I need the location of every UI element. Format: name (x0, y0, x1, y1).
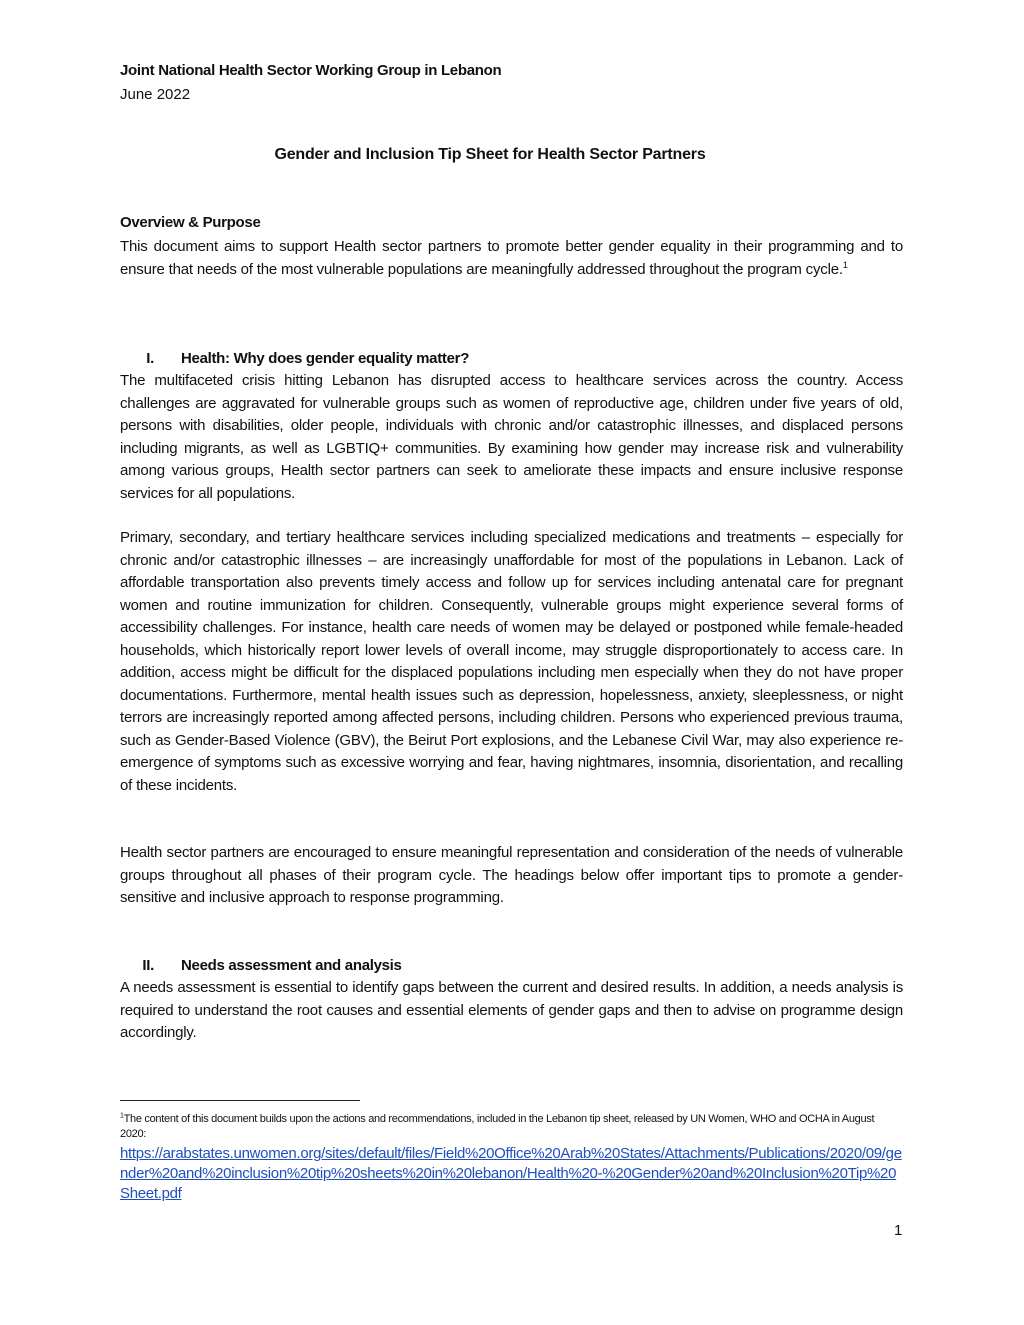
footnote-text: The content of this document builds upon the actions and recommendations, included in the Lebanon tip sheet, released by UN Women, WHO and OCHA in August 2020: (120, 1113, 875, 1140)
organization-name: Joint National Health Sector Working Group in Lebanon (120, 62, 502, 79)
section-1-paragraph-2: Primary, secondary, and tertiary healthcare services including specialized medications and treatments – especially for chronic and/or catastrophic illnesses – are increasingly unaffordable for most of the populations in Lebanon. Lack of affordable transportation also prevents timely access and follow up for services including antenatal care for pregnant women and routine immunization for children. Consequently, vulnerable groups might experience several forms of accessibility challenges. For instance, health care needs of women may be delayed or postponed while female-headed households, which historically report lower levels of overall income, may struggle disproportionately to access care. In addition, access might be difficult for the displaced populations including men especially when they do not have proper documentations. Furthermore, mental health issues such as depression, hopelessness, anxiety, sleeplessness, or night terrors are increasingly reported among affected persons, including children. Persons who experienced previous trauma, such as Gender-Based Violence (GBV), the Beirut Port explosions, and the Lebanese Civil War, may also experience re-emergence of symptoms such as excessive worrying and fear, having nightmares, insomnia, disorientation, and recalling of these incidents. (120, 529, 903, 794)
footnote-link[interactable]: https://arabstates.unwomen.org/sites/default/files/Field%20Office%20Arab%20States/Attachments/Publications/2020/09/gender%20and%20inclusion%20tip%20sheets%20in%20lebanon/Health%20-%20Gender%20and%20Inclusion%20Tip%20Sheet.pdf (120, 1145, 902, 1202)
footnote-reference[interactable]: 1 (842, 259, 848, 270)
section-1-title: Health: Why does gender equality matter? (181, 350, 470, 367)
section-1-paragraph-3: Health sector partners are encouraged to ensure meaningful representation and consideration of the needs of vulnerable groups throughout all phases of their program cycle. The headings below offer important tips to promote a gender-sensitive and inclusive approach to response programming. (120, 844, 903, 906)
footnote-marker: 1 (120, 1112, 124, 1120)
section-1-number: I. (146, 350, 154, 367)
section-2-title: Needs assessment and analysis (181, 957, 402, 974)
footnote (120, 1112, 903, 1142)
footnote-divider (120, 1100, 360, 1101)
document-title: Gender and Inclusion Tip Sheet for Health Sector Partners (274, 146, 706, 163)
page-number: 1 (894, 1222, 903, 1239)
overview-text: This document aims to support Health sector partners to promote better gender equality in their programming and to ensure that needs of the most vulnerable populations are meaningfully addressed throughout the program cycle. (120, 238, 903, 278)
overview-paragraph (120, 236, 903, 281)
section-2-number: II. (142, 957, 154, 974)
section-2-paragraph: A needs assessment is essential to identify gaps between the current and desired results. In addition, a needs analysis is required to understand the root causes and essential elements of gender gaps and then to advise on programme design accordingly. (120, 979, 903, 1041)
document-date: June 2022 (120, 86, 191, 103)
section-1-paragraph-1: The multifaceted crisis hitting Lebanon has disrupted access to healthcare services across the country. Access challenges are aggravated for vulnerable groups such as women of reproductive age, children under five years of old, persons with disabilities, older people, individuals with chronic and/or catastrophic illnesses, and displaced persons including migrants, as well as LGBTIQ+ communities. By examining how gender may increase risk and vulnerability among various groups, Health sector partners can seek to ameliorate these impacts and ensure inclusive response services for all populations. (120, 372, 903, 502)
overview-heading: Overview & Purpose (120, 214, 261, 231)
